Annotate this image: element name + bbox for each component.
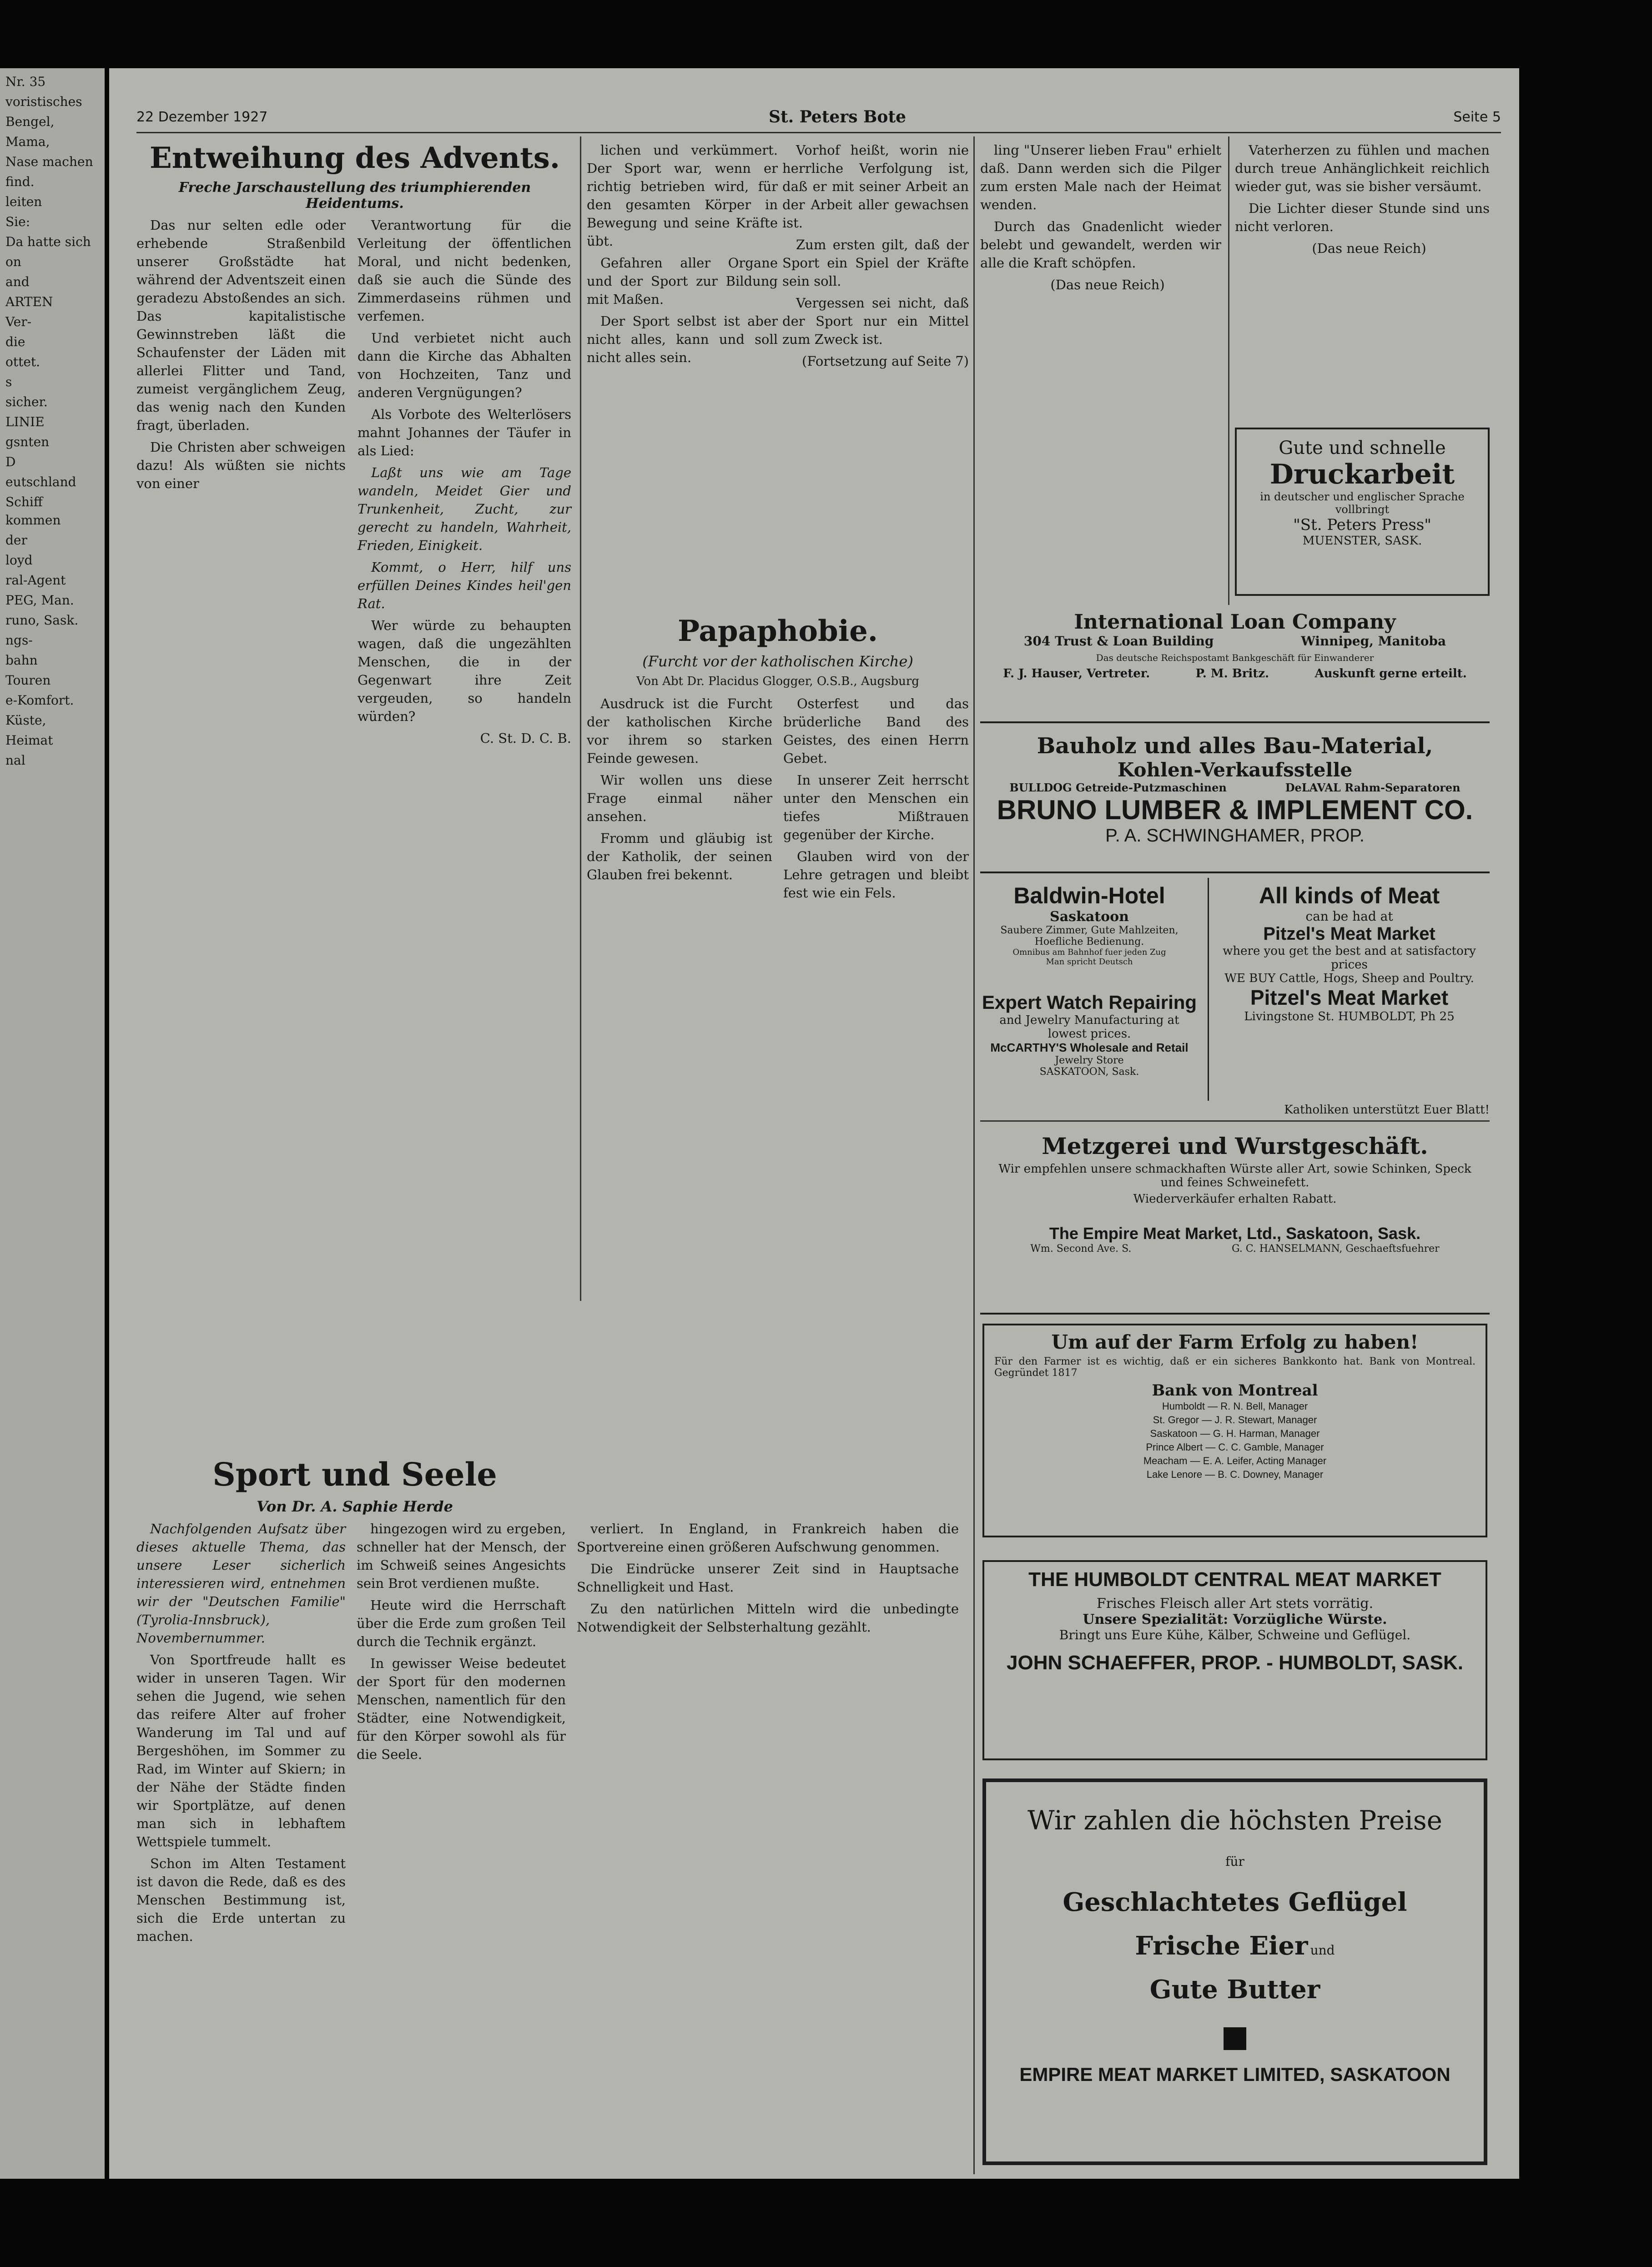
paper-name: St. Peters Bote xyxy=(769,107,906,126)
strip-fragment: s xyxy=(5,374,12,389)
baldwin-l2: Hoefliche Bedienung. xyxy=(1034,936,1144,947)
druck-line5: "St. Peters Press" xyxy=(1293,516,1431,534)
papaphobie-col2 xyxy=(783,695,969,906)
empire-l5: und xyxy=(1310,1943,1335,1958)
empire-l2: für xyxy=(1225,1854,1244,1869)
strip-fragment: ral-Agent xyxy=(5,573,66,588)
papaphobie-title: Papaphobie. xyxy=(677,614,878,648)
ad-baldwin-hotel xyxy=(980,878,1199,987)
strip-fragment: Bengel, xyxy=(5,114,55,129)
baldwin-l3: Omnibus am Bahnhof fuer jeden Zug xyxy=(1012,947,1166,957)
sport-paragraph: hingezogen wird zu ergeben, schneller hat der Mensch, der im Schweiß seines Angesichts sein Brot verdienen mußte. xyxy=(357,1521,566,1591)
advent-paragraph: Die Christen aber schweigen dazu! Als wüßten sie nichts von einer xyxy=(136,439,346,491)
sport-col3 xyxy=(577,1520,959,1949)
sport-title: Sport und Seele xyxy=(212,1456,497,1493)
strip-fragment: PEG, Man. xyxy=(5,593,74,608)
loan-note: Das deutsche Reichspostamt Bankgeschäft für Einwanderer xyxy=(1096,652,1374,663)
pitzel-title: All kinds of Meat xyxy=(1259,883,1440,908)
sport-paragraph: Zu den natürlichen Mitteln wird die unbedingte Notwendigkeit der Selbsterhaltung gezählt. xyxy=(577,1601,959,1635)
empire-l4: Frische Eier xyxy=(1135,1931,1308,1961)
advent-paragraph: Verantwortung für die Verleitung der öffentlichen Moral, und nicht bedenken, daß sie auch die Sünde des Zimmerdaseins rühmen und verfemen. xyxy=(358,217,571,324)
ad-bruno-lumber xyxy=(980,728,1490,873)
lumber-line2: Kohlen-Verkaufsstelle xyxy=(1117,759,1353,781)
metzgerei-address: Wm. Second Ave. S. xyxy=(1030,1243,1132,1254)
strip-fragment: loyd xyxy=(5,553,33,568)
pitzel-l6: Livingstone St. HUMBOLDT, Ph 25 xyxy=(1244,1010,1455,1023)
sport-byline: Von Dr. A. Saphie Herde xyxy=(256,1498,453,1515)
metzgerei-l3: The Empire Meat Market, Ltd., Saskatoon, Sask. xyxy=(1049,1224,1421,1243)
sport-paragraph: Nachfolgenden Aufsatz über dieses aktuelle Thema, das unsere Leser sicherlich interessieren wird, entnehmen wir der "Deutschen Familie" (Tyrolia-Innsbruck), Novembernummer. xyxy=(136,1521,346,1646)
column-rule xyxy=(973,136,975,2174)
advent-col1 xyxy=(136,216,346,751)
strip-fragment: Da hatte sich xyxy=(5,234,91,249)
strip-fragment: Heimat xyxy=(5,733,53,748)
humboldt-l4: JOHN SCHAEFFER, PROP. - HUMBOLDT, SASK. xyxy=(1007,1652,1463,1674)
druck-line2: Druckarbeit xyxy=(1269,458,1455,490)
newspaper-page xyxy=(109,68,1519,2179)
strip-fragment: e-Komfort. xyxy=(5,693,74,708)
sport-paragraph: Die Eindrücke unserer Zeit sind in Hauptsache Schnelligkeit und Hast. xyxy=(577,1561,959,1595)
strip-fragment: eutschland xyxy=(5,474,76,489)
ad-bank-montreal xyxy=(982,1324,1487,1537)
loan-city: Winnipeg, Manitoba xyxy=(1301,634,1446,649)
watch-l5: SASKATOON, Sask. xyxy=(1039,1066,1139,1078)
humboldt-l1: Frisches Fleisch aller Art stets vorrätig. xyxy=(1096,1596,1374,1612)
col5-paragraph: (Das neue Reich) xyxy=(1050,277,1165,292)
bank-branch: Humboldt — R. N. Bell, Manager xyxy=(1162,1401,1308,1412)
col5-paragraph: Durch das Gnadenlicht wieder belebt und gewandelt, werden wir alle die Kraft schöpfen. xyxy=(980,219,1221,271)
advent-paragraph: Wer würde zu behaupten wagen, daß die ungezählten Menschen, die in der Gegenwart ihre Zeit vergeuden, so handeln würden? xyxy=(358,618,571,724)
col3-paragraph: lichen und verkümmert. Der Sport war, wenn er richtig betrieben wird, für den gesamten Körper in Bewegung und seine Kräfte übt. xyxy=(587,142,778,249)
loan-address: 304 Trust & Loan Building xyxy=(1023,634,1214,649)
lumber-company: BRUNO LUMBER & IMPLEMENT CO. xyxy=(997,795,1473,825)
sport-continued-top xyxy=(587,141,778,596)
lumber-owner: P. A. SCHWINGHAMER, PROP. xyxy=(1105,826,1365,846)
advent-paragraph: Als Vorbote des Welterlösers mahnt Johannes der Täufer in als Lied: xyxy=(358,407,571,458)
druck-line1: Gute und schnelle xyxy=(1279,438,1446,458)
col6-paragraph: Vaterherzen zu fühlen und machen durch treue Anhänglichkeit reichlich wieder gut, was sie bisher versäumt. xyxy=(1235,142,1490,194)
watch-l1: and Jewelry Manufacturing at xyxy=(999,1013,1179,1027)
square-ornament xyxy=(1224,2027,1246,2050)
pitzel-l5: Pitzel's Meat Market xyxy=(1250,986,1449,1009)
column-rule xyxy=(1228,136,1229,605)
humboldt-l3: Bringt uns Eure Kühe, Kälber, Schweine und Geflügel. xyxy=(1059,1627,1411,1642)
farm-title: Um auf der Farm Erfolg zu haben! xyxy=(1051,1331,1419,1353)
papaphobie-paragraph: In unserer Zeit herrscht unter den Menschen ein tiefes Mißtrauen gegenüber der Kirche. xyxy=(783,772,969,842)
page-number: Seite 5 xyxy=(1453,109,1501,125)
empire-l1: Wir zahlen die höchsten Preise xyxy=(1027,1805,1442,1836)
baldwin-l4: Man spricht Deutsch xyxy=(1046,957,1133,967)
strip-fragment: die xyxy=(5,334,25,349)
metzgerei-manager: G. C. HANSELMANN, Geschaeftsfuehrer xyxy=(1231,1243,1440,1254)
pitzel-l4: WE BUY Cattle, Hogs, Sheep and Poultry. xyxy=(1224,972,1474,985)
lumber-delaval: DeLAVAL Rahm-Separatoren xyxy=(1285,781,1461,794)
strip-fragment: voristisches xyxy=(5,94,82,109)
ad-watch-repair xyxy=(980,987,1199,1101)
watch-l4: Jewelry Store xyxy=(1055,1055,1124,1066)
strip-fragment: Sie: xyxy=(5,214,30,229)
strip-fragment: ngs- xyxy=(5,633,33,648)
column-rule xyxy=(580,136,581,1301)
column-four-article xyxy=(782,141,969,596)
ad-empire-meat xyxy=(982,1778,1487,2165)
baldwin-title: Baldwin-Hotel xyxy=(1013,883,1165,908)
advent-poem: Kommt, o Herr, hilf uns erfüllen Deines Kindes heil'gen Rat. xyxy=(358,559,571,611)
strip-fragment: Nr. 35 xyxy=(5,74,46,89)
sport-paragraph: verliert. In England, in Frankreich haben die Sportvereine einen größeren Aufschwung genommen. xyxy=(577,1521,959,1555)
advent-col2 xyxy=(358,216,571,751)
empire-l3: Geschlachtetes Geflügel xyxy=(1063,1887,1407,1917)
sport-paragraph: In gewisser Weise bedeutet der Sport für den modernen Menschen, namentlich für den Städter, eine Notwendigkeit, für den Körper sowohl als für die Seele. xyxy=(357,1656,566,1762)
strip-fragment: Ver- xyxy=(5,314,32,329)
loan-title: International Loan Company xyxy=(1074,610,1396,634)
bank-branch: Lake Lenore — B. C. Downey, Manager xyxy=(1146,1469,1324,1480)
sport-col2 xyxy=(357,1520,566,1949)
metzgerei-l2: Wiederverkäufer erhalten Rabatt. xyxy=(1133,1192,1337,1206)
advent-poem: Laßt uns wie am Tage wandeln, Meidet Gier und Trunkenheit, Zucht, zur gerecht zu handeln, Wahrheit, Frieden, Einigkeit. xyxy=(358,465,571,553)
strip-fragment: on xyxy=(5,254,21,269)
strip-fragment: Mama, xyxy=(5,134,50,149)
advent-signature: C. St. D. C. B. xyxy=(480,730,571,746)
catholic-slogan: Katholiken unterstützt Euer Blatt! xyxy=(980,1103,1490,1122)
loan-agent: Auskunft gerne erteilt. xyxy=(1315,667,1467,680)
druck-line6: MUENSTER, SASK. xyxy=(1302,534,1422,548)
advent-article xyxy=(136,141,573,1301)
strip-fragment: bahn xyxy=(5,653,38,668)
papaphobie-paragraph: Fromm und gläubig ist der Katholik, der seinen Glauben frei bekennt. xyxy=(587,831,772,882)
col6-paragraph: Die Lichter dieser Stunde sind uns nicht verloren. xyxy=(1235,201,1490,234)
bank-branch: Meacham — E. A. Leifer, Acting Manager xyxy=(1143,1455,1327,1466)
strip-fragment: Touren xyxy=(5,673,51,688)
druck-line4: vollbringt xyxy=(1335,503,1390,516)
ad-druckarbeit xyxy=(1235,428,1490,596)
lumber-line1: Bauholz und alles Bau-Material, xyxy=(1037,733,1433,759)
sport-paragraph: Von Sportfreude hallt es wider in unseren Tagen. Wir sehen die Jugend, wie sehen das reifere Alter auf froher Wanderung im Tal und auf Bergeshöhen, im Sommer zu Rad, im Winter auf Skiern; in der Nähe der Städte finden wir Sportplätze, auf denen man sich in lebhaftem Wettspiele tummelt. xyxy=(136,1652,346,1849)
empire-l7: EMPIRE MEAT MARKET LIMITED, SASKATOON xyxy=(1019,2064,1451,2085)
baldwin-l1: Saubere Zimmer, Gute Mahlzeiten, xyxy=(1000,925,1179,936)
advent-subtitle: Freche Jarschaustellung des triumphierenden Heidentums. xyxy=(178,180,531,212)
sport-paragraph: Heute wird die Herrschaft über die Erde zum großen Teil durch die Technik ergänzt. xyxy=(357,1597,566,1649)
sport-paragraph: Schon im Alten Testament ist davon die Rede, daß es des Menschen Bestimmung ist, sich die Erde untertan zu machen. xyxy=(136,1856,346,1944)
strip-fragment: Schiff kommen xyxy=(5,494,61,528)
papaphobie-article xyxy=(587,614,969,1524)
druck-line3: in deutscher und englischer Sprache xyxy=(1260,490,1465,503)
strip-fragment: Küste, xyxy=(5,713,46,728)
papaphobie-paragraph: Wir wollen uns diese Frage einmal näher ansehen. xyxy=(587,772,772,824)
column-six-article xyxy=(1235,141,1490,423)
col4-paragraph: Vorhof heißt, worin nie herrliche Verfolgung ist, daß er mit seiner Arbeit an der Arbeit aller gewachsen ist. xyxy=(782,142,969,231)
watch-l2: lowest prices. xyxy=(1048,1027,1131,1041)
bank-branch: St. Gregor — J. R. Stewart, Manager xyxy=(1153,1414,1317,1426)
strip-fragment: sicher. xyxy=(5,394,48,409)
humboldt-title: THE HUMBOLDT CENTRAL MEAT MARKET xyxy=(1028,1568,1441,1591)
strip-fragment: ARTEN xyxy=(5,294,53,309)
lumber-bulldog: BULLDOG Getreide-Putzmaschinen xyxy=(1009,781,1227,794)
strip-fragment: ottet. xyxy=(5,354,40,369)
pitzel-l2: Pitzel's Meat Market xyxy=(1263,924,1435,944)
pitzel-l1: can be had at xyxy=(1305,909,1393,924)
ad-loan-company xyxy=(980,605,1490,723)
pitzel-l3: where you get the best and at satisfactory prices xyxy=(1223,944,1476,972)
col5-paragraph: ling "Unserer lieben Frau" erhielt daß. Dann werden sich die Pilger zum ersten Male nach der Heimat wenden. xyxy=(980,142,1221,212)
issue-date: 22 Dezember 1927 xyxy=(136,109,268,125)
previous-page-strip xyxy=(0,68,105,2179)
advent-paragraph: Das nur selten edle oder erhebende Straßenbild unserer Großstädte hat während der Adventszeit einen geradezu Abstoßendes an sich. Das kapitalistische Gewinnstreben läßt die Schaufenster der Läden mit allerlei Flitter und Tand, zumeist vergänglichem Zeug, das wenig nach den Kunden fragt, überladen. xyxy=(136,217,346,433)
strip-fragment: der xyxy=(5,533,27,548)
papaphobie-paragraph: Ausdruck ist die Furcht der katholischen Kirche vor ihrem so starken Feinde gewesen. xyxy=(587,696,772,766)
loan-agent: F. J. Hauser, Vertreter. xyxy=(1003,667,1150,680)
strip-fragment: find. xyxy=(5,174,35,189)
bank-name: Bank von Montreal xyxy=(1152,1381,1318,1400)
strip-fragment: gsnten xyxy=(5,434,50,449)
farm-text: Für den Farmer ist es wichtig, daß er ein sicheres Bankkonto hat. Bank von Montreal. Gegründet 1817 xyxy=(994,1356,1476,1379)
col6-paragraph: (Das neue Reich) xyxy=(1312,241,1426,256)
strip-fragment: LINIE xyxy=(5,414,45,429)
strip-fragment: Nase machen xyxy=(5,154,93,169)
metzgerei-l1: Wir empfehlen unsere schmackhaften Würste aller Art, sowie Schinken, Speck und feines Schweinefett. xyxy=(998,1162,1471,1189)
sport-article xyxy=(136,1456,969,2165)
col4-paragraph: Vergessen sei nicht, daß der Sport nur ein Mittel zum Zweck ist. xyxy=(782,295,969,347)
watch-l3: McCARTHY'S Wholesale and Retail xyxy=(990,1041,1189,1054)
col3-paragraph: Gefahren aller Organe und der Sport zur Bildung mit Maßen. xyxy=(587,255,778,307)
strip-text xyxy=(0,68,105,776)
strip-fragment: and xyxy=(5,274,30,289)
strip-fragment: D xyxy=(5,454,16,469)
papaphobie-paragraph: Osterfest und das brüderliche Band des Geistes, des einen Herrn Gebet. xyxy=(783,696,969,766)
ad-pitzel-meat xyxy=(1208,878,1490,1101)
baldwin-city: Saskatoon xyxy=(1050,909,1129,925)
column-five-article xyxy=(980,141,1221,519)
watch-title: Expert Watch Repairing xyxy=(982,992,1197,1013)
humboldt-l2: Unsere Spezialität: Vorzügliche Würste. xyxy=(1083,1612,1387,1627)
advent-paragraph: Und verbietet nicht auch dann die Kirche das Abhalten von Hochzeiten, Tanz und anderen Vergnügungen? xyxy=(358,330,571,400)
papaphobie-col1 xyxy=(587,695,772,906)
bank-branches xyxy=(990,1400,1480,1481)
loan-agent: P. M. Britz. xyxy=(1195,667,1269,680)
col4-paragraph: Zum ersten gilt, daß der Sport ein Spiel der Kräfte sein soll. xyxy=(782,237,969,289)
papaphobie-byline: Von Abt Dr. Placidus Glogger, O.S.B., Augsburg xyxy=(636,675,919,688)
bank-branch: Prince Albert — C. C. Gamble, Manager xyxy=(1146,1441,1324,1453)
papaphobie-subtitle: (Furcht vor der katholischen Kirche) xyxy=(642,653,913,670)
ad-metzgerei xyxy=(980,1128,1490,1315)
masthead xyxy=(136,105,1501,133)
empire-l6: Gute Butter xyxy=(1149,1975,1320,2005)
advent-title: Entweihung des Advents. xyxy=(149,141,560,175)
sport-col1 xyxy=(136,1520,346,1949)
strip-fragment: leiten xyxy=(5,194,42,209)
ad-humboldt-meat xyxy=(982,1560,1487,1760)
continued-note: (Fortsetzung auf Seite 7) xyxy=(802,353,969,369)
bank-branch: Saskatoon — G. H. Harman, Manager xyxy=(1150,1428,1320,1439)
papaphobie-paragraph: Glauben wird von der Lehre getragen und bleibt fest wie ein Fels. xyxy=(783,849,969,901)
metzgerei-title: Metzgerei und Wurstgeschäft. xyxy=(1042,1133,1428,1159)
strip-fragment: nal xyxy=(5,753,25,768)
strip-fragment: runo, Sask. xyxy=(5,613,79,628)
col3-paragraph: Der Sport selbst ist aber nicht alles, kann und soll nicht alles sein. xyxy=(587,313,778,365)
